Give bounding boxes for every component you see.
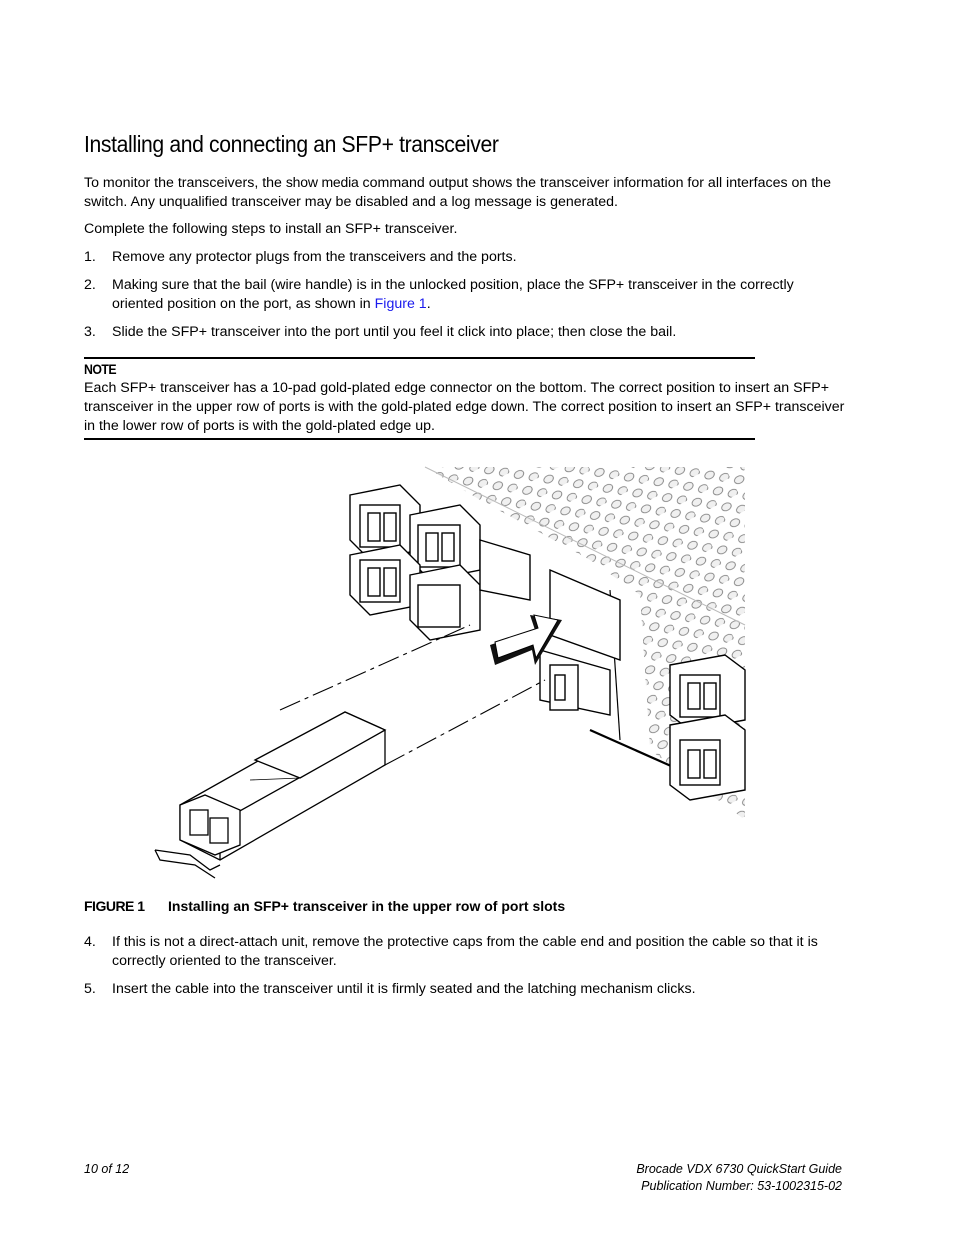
page-number: 10 of 12 (84, 1162, 130, 1176)
lead-paragraph: Complete the following steps to install an SFP+ transceiver. (84, 221, 458, 237)
guide-title: Brocade VDX 6730 QuickStart Guide (636, 1162, 842, 1176)
step-number: 5. (84, 981, 96, 997)
intro-paragraph (84, 173, 844, 212)
step-number: 3. (84, 324, 96, 340)
port-cages-right (670, 655, 745, 800)
step-text-after: . (426, 296, 431, 312)
step-text: Remove any protector plugs from the transceivers and the ports. (112, 249, 517, 265)
note-label: NOTE (84, 361, 117, 377)
note-text: Each SFP+ transceiver has a 10-pad gold-plated edge connector on the bottom. The correct position to insert an SFP+ transceiver in the upper row of ports is with the gold-plated edge down. The correct position to insert an SFP+ transceiver in the lower row of ports is with the gold-plated edge up. (84, 380, 845, 434)
figure-caption-text: Installing an SFP+ transceiver in the upper row of port slots (168, 898, 566, 914)
step-text-before: Making sure that the bail (wire handle) is in the unlocked position, place the SFP+ transceiver in the correctly oriented position on the port, as shown in (112, 277, 794, 312)
figure-label: FIGURE 1 (84, 898, 145, 914)
command-name: show media (285, 174, 359, 190)
step-number: 1. (84, 249, 96, 265)
intro-text-after: command output shows the transceiver information for all interfaces on the switch. Any unqualified transceiver may be disabled and a log message is generated. (84, 175, 831, 210)
figure-link[interactable]: Figure 1 (374, 296, 427, 312)
intro-text-before: To monitor the transceivers, the (84, 175, 286, 191)
note-bottom-rule (84, 438, 755, 440)
step-text (112, 276, 842, 314)
section-heading: Installing and connecting an SFP+ transceiver (84, 131, 499, 157)
step-text: If this is not a direct-attach unit, remove the protective caps from the cable end and position the cable so that it is correctly oriented to the transceiver. (112, 934, 818, 969)
sfp-transceiver (155, 712, 385, 878)
step-text: Insert the cable into the transceiver until it is firmly seated and the latching mechanism clicks. (112, 981, 696, 997)
figure-caption (84, 898, 565, 914)
note-top-rule (84, 357, 755, 359)
footer-right (636, 1161, 842, 1195)
publication-number: Publication Number: 53-1002315-02 (641, 1179, 842, 1193)
step-text: Slide the SFP+ transceiver into the port until you feel it click into place; then close the bail. (112, 324, 677, 340)
step-number: 2. (84, 277, 96, 293)
sfp-installation-figure (150, 460, 750, 880)
step-number: 4. (84, 934, 96, 950)
